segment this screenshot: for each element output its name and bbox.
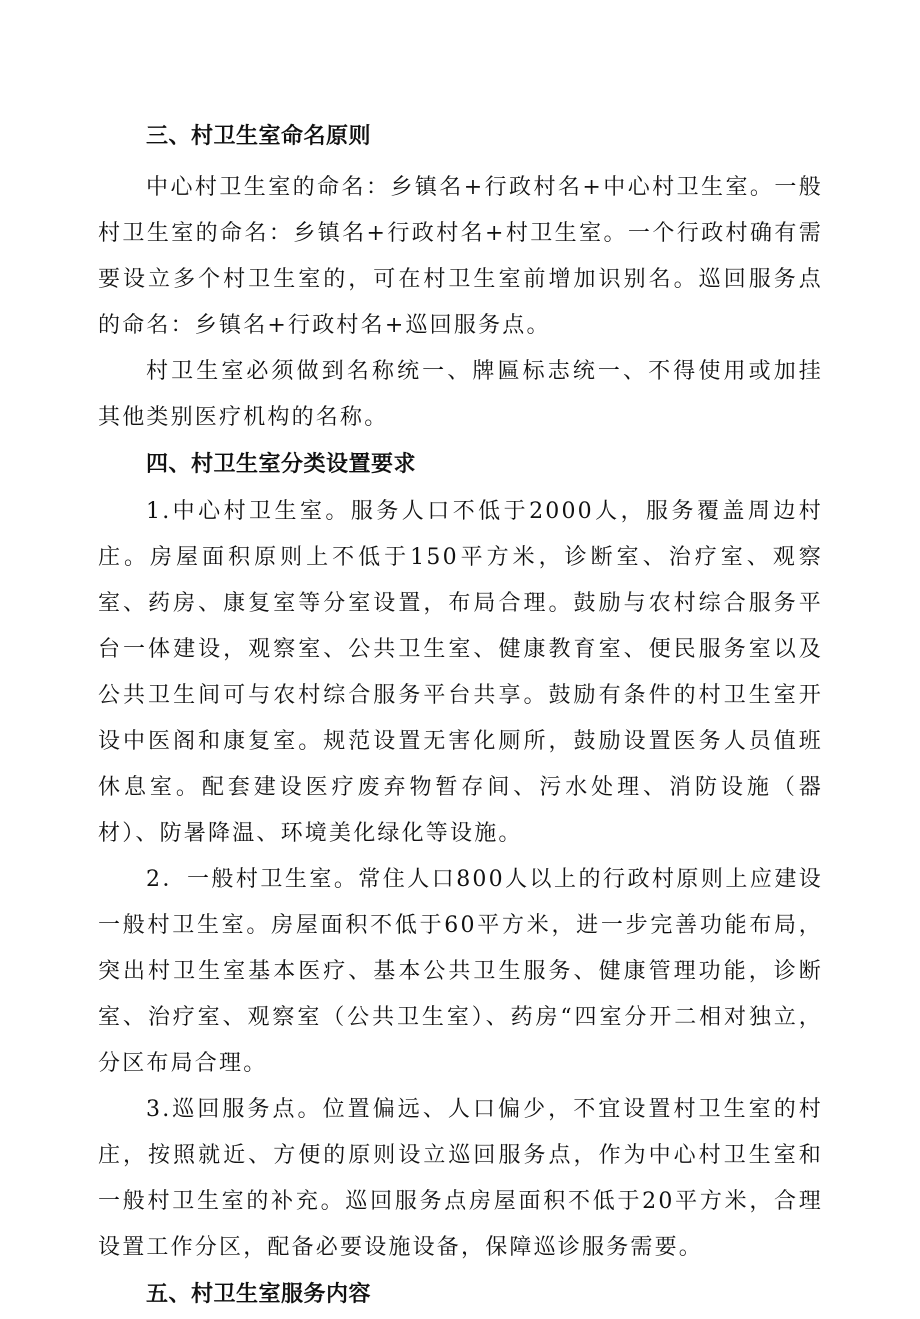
section-heading-service-content: 五、村卫生室服务内容	[146, 1282, 372, 1307]
section-heading-naming-principles: 三、村卫生室命名原则	[146, 124, 372, 149]
paragraph-central-village-clinic: 1.中心村卫生室。服务人口不低于2000人，服务覆盖周边村庄。房屋面积原则上不低于150平方米，诊断室、治疗室、观察室、药房、康复室等分室设置，布局合理。鼓励与农村综合服务平台一体建设，观察室、公共卫生室、健康教育室、便民服务室以及公共卫生间可与农村综合服务平台共享。鼓励有条件的村卫生室开设中医阁和康复室。规范设置无害化厕所，鼓励设置医务人员值班休息室。配套建设医疗废弃物暂存间、污水处理、消防设施（器材）、防暑降温、环境美化绿化等设施。	[98, 499, 823, 846]
document-page	[98, 113, 823, 1319]
paragraph-naming-rules: 中心村卫生室的命名：乡镇名+行政村名+中心村卫生室。一般村卫生室的命名：乡镇名+行政村名+村卫生室。一个行政村确有需要设立多个村卫生室的，可在村卫生室前增加识别名。巡回服务点的命名：乡镇名+行政村名+巡回服务点。	[98, 175, 823, 338]
paragraph-general-village-clinic: 2．一般村卫生室。常住人口800人以上的行政村原则上应建设一般村卫生室。房屋面积不低于60平方米，进一步完善功能布局，突出村卫生室基本医疗、基本公共卫生服务、健康管理功能，诊断室、治疗室、观察室（公共卫生室）、药房“四室分开二相对独立，分区布局合理。	[98, 867, 823, 1076]
section-heading-classification-requirements: 四、村卫生室分类设置要求	[146, 452, 417, 477]
paragraph-name-uniformity: 村卫生室必须做到名称统一、牌匾标志统一、不得使用或加挂其他类别医疗机构的名称。	[98, 359, 823, 430]
paragraph-mobile-service-point: 3.巡回服务点。位置偏远、人口偏少，不宜设置村卫生室的村庄，按照就近、方便的原则设立巡回服务点，作为中心村卫生室和一般村卫生室的补充。巡回服务点房屋面积不低于20平方米，合理设置工作分区，配备必要设施设备，保障巡诊服务需要。	[98, 1097, 823, 1260]
